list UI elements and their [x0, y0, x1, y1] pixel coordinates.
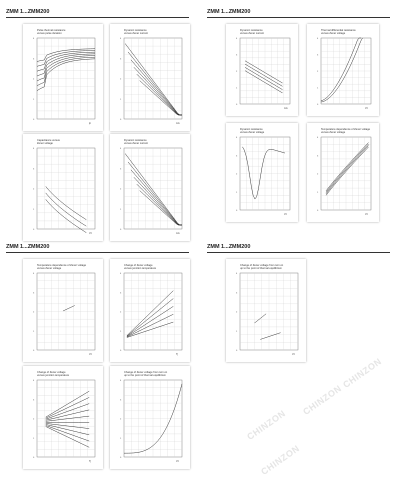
tick-label-y: 1 [33, 98, 35, 101]
tick-label-y: 2 [120, 188, 122, 191]
tick-label-y: 4 [236, 38, 238, 40]
tick-label-y: 0 [33, 229, 35, 231]
chart-curve [245, 64, 283, 86]
axis-label-x: mA [176, 122, 180, 125]
axis-label-x: Vz [284, 213, 287, 216]
plot-grid [124, 148, 182, 229]
tick-label-y: 2 [120, 418, 122, 421]
tick-label-y: 0 [33, 457, 35, 459]
tick-label-y: 1 [33, 437, 35, 440]
tick-label-y: 3 [33, 399, 35, 402]
plot-grid [37, 380, 95, 457]
tick-label-y: 4 [317, 137, 319, 139]
tick-label-y: 4 [33, 148, 35, 150]
chart-caption: Thermal differential resistance [321, 29, 356, 32]
tick-label-y: 1 [236, 87, 238, 90]
chart-svg [110, 134, 190, 241]
chart-svg [226, 123, 298, 222]
watermark-text: CHINZON [245, 408, 288, 442]
tick-label-y: 3 [236, 155, 238, 158]
chart-panel-13 [226, 259, 306, 362]
chart-panel-9 [23, 259, 103, 362]
tick-label-y: 2 [236, 311, 238, 314]
chart-caption: versus pulse duration [37, 32, 62, 36]
chart-curve [321, 38, 361, 101]
chart-svg [226, 24, 298, 116]
chart-curves [245, 61, 283, 93]
axis-label-x: mA [176, 232, 180, 235]
tick-label-y: 2 [236, 173, 238, 176]
chart-curve [63, 306, 75, 311]
tick-label-y: 2 [317, 173, 319, 176]
plot-grid [240, 137, 290, 210]
chart-curve [260, 333, 280, 340]
chart-svg [110, 24, 190, 131]
tick-label-y: 4 [317, 38, 319, 40]
axis-label-x: Vz [365, 107, 368, 110]
tick-label-y: 3 [120, 58, 122, 61]
chart-curves [63, 306, 75, 311]
chart-svg [110, 366, 190, 469]
chart-caption: versus Zener voltage [321, 32, 346, 36]
chart-panel-6 [307, 24, 379, 116]
chart-panel-11 [23, 366, 103, 469]
chart-caption: Capacitance versus [37, 139, 60, 142]
chart-caption: versus junction temperature [124, 267, 157, 271]
chart-caption: versus junction temperature [37, 374, 70, 378]
chart-caption: Change of Zener voltage from turn on [124, 371, 168, 374]
chart-caption: Change of Zener voltage [124, 264, 153, 267]
tick-label-y: 2 [120, 311, 122, 314]
axis-label-x: Vz [176, 460, 179, 463]
chart-curve [255, 314, 267, 323]
tick-label-y: 0 [120, 350, 122, 352]
page-title: ZMM 1...ZMM200 [207, 9, 251, 15]
chart-caption: Dynamic resistance [124, 29, 147, 32]
chart-curve [127, 322, 173, 337]
tick-label-y: 0 [236, 350, 238, 352]
tick-label-y: 0 [236, 104, 238, 106]
chart-svg [23, 134, 103, 241]
tick-label-y: 3 [120, 168, 122, 171]
axis-label-x: Vz [89, 232, 92, 235]
tick-label-y: 4 [33, 38, 35, 40]
header-rule [207, 17, 390, 18]
tick-label-y: 3 [236, 292, 238, 295]
chart-curve [245, 67, 283, 89]
chart-caption: Dynamic resistance [124, 139, 147, 142]
chart-panel-3 [23, 134, 103, 241]
plot-grid [124, 273, 182, 350]
chart-panel-2 [110, 24, 190, 131]
tick-label-y: 1 [120, 208, 122, 211]
chart-curve [127, 291, 173, 336]
chart-caption: Change of Zener voltage from turn on [240, 264, 284, 267]
tick-label-y: 0 [317, 210, 319, 212]
tick-label-y: 2 [33, 188, 35, 191]
chart-svg [110, 259, 190, 362]
page-title: ZMM 1...ZMM200 [207, 244, 251, 250]
axis-label-x: Vz [365, 213, 368, 216]
tick-label-y: 4 [236, 137, 238, 139]
tick-label-y: 1 [120, 330, 122, 333]
chart-curve [245, 71, 283, 93]
axis-label-x: Vz [89, 353, 92, 356]
tick-label-y: 4 [33, 380, 35, 382]
tick-label-y: 1 [236, 191, 238, 194]
tick-label-y: 4 [236, 273, 238, 275]
tick-label-y: 3 [236, 54, 238, 57]
chart-caption: Dynamic resistance [240, 29, 263, 32]
tick-label-y: 2 [120, 78, 122, 81]
chart-svg [307, 24, 379, 116]
tick-label-y: 3 [120, 399, 122, 402]
page-title: ZMM 1...ZMM200 [6, 9, 50, 15]
tick-label-y: 0 [317, 104, 319, 106]
tick-label-y: 3 [317, 155, 319, 158]
chart-curves [326, 143, 369, 196]
chart-svg [23, 259, 103, 362]
watermark-text: CHINZON [259, 443, 302, 477]
chart-curves [46, 391, 89, 447]
tick-label-y: 0 [33, 119, 35, 121]
tick-label-y: 2 [236, 71, 238, 73]
chart-curve [127, 314, 173, 337]
header-rule [207, 252, 390, 253]
tick-label-y: 3 [120, 292, 122, 295]
chart-curves [255, 314, 281, 340]
watermark-text: CHINZON [341, 356, 384, 390]
chart-caption: versus Zener voltage [37, 267, 62, 271]
chart-svg [307, 123, 379, 222]
plot-grid [321, 38, 371, 104]
axis-label-x: Tj [176, 353, 178, 356]
chart-caption: Dynamic resistance [240, 128, 263, 131]
chart-caption: Temperature dependence of Zener voltage [37, 264, 87, 267]
axis-label-x: tp [89, 122, 91, 125]
chart-caption: versus Zener current [124, 32, 148, 36]
tick-label-y: 2 [33, 78, 35, 81]
tick-label-y: 1 [317, 191, 319, 194]
chart-caption: up to the point of thermal equilibrium [124, 374, 166, 378]
axis-label-x: mA [284, 107, 288, 110]
tick-label-y: 0 [120, 457, 122, 459]
axis-label-x: Tj [89, 460, 91, 463]
tick-label-y: 0 [236, 210, 238, 212]
tick-label-y: 0 [33, 350, 35, 352]
chart-caption: versus Zener current [124, 142, 148, 146]
chart-curve [127, 299, 173, 337]
watermark-text: CHINZON [301, 383, 344, 417]
chart-panel-1 [23, 24, 103, 131]
plot-grid [37, 273, 95, 350]
chart-svg [23, 366, 103, 469]
chart-curve [243, 147, 286, 199]
tick-label-y: 3 [33, 168, 35, 171]
plot-grid [124, 38, 182, 119]
tick-label-y: 1 [33, 208, 35, 211]
tick-label-y: 2 [33, 311, 35, 314]
chart-panel-5 [226, 24, 298, 116]
chart-panel-7 [226, 123, 298, 222]
plot-grid [240, 38, 290, 104]
tick-label-y: 0 [120, 229, 122, 231]
tick-label-y: 4 [120, 148, 122, 150]
tick-label-y: 1 [33, 330, 35, 333]
axis-label-x: Vz [292, 353, 295, 356]
chart-caption: Temperature dependence of Zener voltage [321, 128, 371, 131]
tick-label-y: 4 [120, 380, 122, 382]
tick-label-y: 4 [120, 273, 122, 275]
tick-label-y: 3 [33, 292, 35, 295]
chart-curves [127, 291, 173, 338]
plot-grid [37, 148, 95, 229]
chart-caption: Zener voltage [37, 142, 53, 146]
tick-label-y: 1 [120, 437, 122, 440]
tick-label-y: 4 [120, 38, 122, 40]
tick-label-y: 2 [33, 418, 35, 421]
tick-label-y: 1 [317, 87, 319, 90]
chart-caption: versus Zener current [240, 32, 264, 36]
header-rule [6, 252, 189, 253]
header-rule [6, 17, 189, 18]
chart-caption: Change of Zener voltage [37, 371, 66, 374]
chart-panel-10 [110, 259, 190, 362]
page-title: ZMM 1...ZMM200 [6, 244, 50, 250]
chart-panel-4 [110, 134, 190, 241]
tick-label-y: 2 [317, 71, 319, 73]
chart-svg [226, 259, 306, 362]
chart-panel-12 [110, 366, 190, 469]
chart-curve [245, 61, 283, 83]
chart-panel-8 [307, 123, 379, 222]
tick-label-y: 1 [236, 330, 238, 333]
chart-caption: up to the point of thermal equilibrium [240, 267, 282, 271]
chart-caption: versus Zener voltage [240, 131, 265, 135]
chart-svg [23, 24, 103, 131]
chart-caption: Pulse thermal resistance [37, 29, 66, 32]
chart-curve [46, 391, 89, 417]
chart-caption: versus Zener voltage [321, 131, 346, 135]
tick-label-y: 3 [33, 58, 35, 61]
tick-label-y: 3 [317, 54, 319, 57]
chart-curve [127, 306, 173, 336]
plot-grid [240, 273, 298, 350]
tick-label-y: 4 [33, 273, 35, 275]
tick-label-y: 0 [120, 119, 122, 121]
tick-label-y: 1 [120, 98, 122, 101]
chart-curves [243, 147, 286, 199]
